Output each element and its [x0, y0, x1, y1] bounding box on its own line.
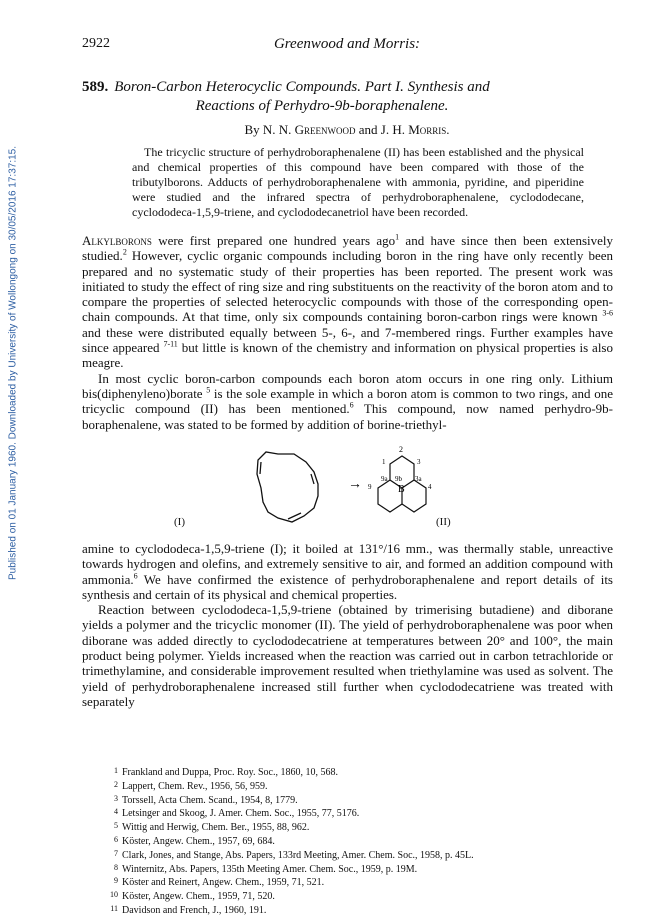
- reaction-arrow: →: [348, 477, 362, 492]
- atom-label: 9b: [395, 475, 402, 483]
- text-span: and have since then been extensively studied.: [82, 233, 613, 264]
- reference-number: 3: [114, 793, 118, 803]
- reference-number: 9: [114, 876, 118, 886]
- and-word: and: [358, 122, 378, 137]
- running-header: [82, 36, 612, 54]
- reference-number: 10: [110, 890, 118, 900]
- ref-mark: 3-6: [602, 309, 614, 319]
- text-span: were first prepared one hundred years ago: [151, 233, 396, 248]
- text-span: and these were distributed equally between 5-, 6-, and 7-membered rings. Further examples have since appeared: [82, 324, 613, 356]
- article-title: [82, 78, 612, 116]
- atom-label: 9a: [381, 475, 388, 483]
- reference-text: Clark, Jones, and Stange, Abs. Papers, 133rd Meeting, Amer. Chem. Soc., 1958, p. 45L.: [122, 849, 474, 861]
- paragraph-3: [82, 541, 613, 602]
- atom-label: 4: [428, 483, 432, 491]
- reference-text: Wittig and Herwig, Chem. Ber., 1955, 88, 962.: [122, 822, 310, 834]
- paragraph-4: Reaction between cyclododeca-1,5,9-triene (obtained by trimerising butadiene) and diborane yields a polymer and the tricyclic monomer (II). The yield of perhydroboraphenalene was poor when diborane was added directly to cyclododecatriene at temperatures between 20° and 100°, the main product being polymer. Yields increased when the reaction was carried out in carbon tetrachloride or trimethylamine, and considerable improvement resulted when triethylamine was used as solvent. The yield of perhydroboraphenalene increased still further when cyclododecatriene was treated with separately: [82, 602, 613, 709]
- body-text-upper: [82, 233, 613, 432]
- reference-text: Winternitz, Abs. Papers, 135th Meeting Amer. Chem. Soc., 1959, p. 19M.: [122, 863, 418, 875]
- download-note: Published on 01 January 1960. Downloaded by University of Wollongong on 30/05/2016 17:37:15.: [7, 145, 19, 581]
- reference-text: Torssell, Acta Chem. Scand., 1954, 8, 1779.: [122, 794, 298, 806]
- text-span: amine to cyclododeca-1,5,9-triene (I); it boiled at 131°/16 mm., was thermally stable, unreactive towards hydrogen and olefins, and extremely sensitive to air, and formed an addition compound with ammonia.: [82, 541, 613, 587]
- reference-number: 5: [114, 821, 118, 831]
- reference-item: [102, 779, 602, 793]
- reference-item: [102, 862, 602, 876]
- reference-item: [102, 875, 602, 889]
- compound-label-i: (I): [174, 516, 185, 528]
- ref-mark: 5: [206, 385, 211, 395]
- reference-text: Köster and Reinert, Angew. Chem., 1959, 71, 521.: [122, 877, 325, 889]
- atom-label: 2: [399, 446, 403, 454]
- reference-number: 2: [114, 779, 118, 789]
- boron-atom-label: B: [398, 484, 405, 495]
- reference-text: Letsinger and Skoog, J. Amer. Chem. Soc., 1955, 77, 5176.: [122, 808, 360, 820]
- abstract: The tricyclic structure of perhydroboraphenalene (II) has been established and the physical and chemical properties of this compound have been compared with those of the tributylborons. Adducts of perhydroboraphenalene with ammonia, pyridine, and piperidine were studied and the infrared spectra of perhydroboraphenalene, cyclododecane, cyclododeca-1,5,9-triene, and cyclododecanetriol have been recorded.: [132, 145, 584, 219]
- reference-item: [102, 765, 602, 779]
- author-2: J. H. Morris.: [380, 122, 450, 137]
- reference-text: Davidson and French, J., 1960, 191.: [122, 904, 267, 916]
- reference-number: 4: [114, 807, 118, 817]
- reference-item: [102, 793, 602, 807]
- reference-list: [102, 765, 602, 917]
- ref-mark: 2: [122, 247, 127, 257]
- reference-text: Frankland and Duppa, Proc. Roy. Soc., 1860, 10, 568.: [122, 767, 338, 778]
- reference-number: 8: [114, 862, 118, 872]
- structure-diagram: [82, 446, 613, 534]
- download-watermark: [2, 145, 24, 581]
- reference-item: [102, 834, 602, 848]
- reference-number: 11: [110, 903, 118, 913]
- title-line-2: Reactions of Perhydro-9b-boraphenalene.: [195, 98, 449, 114]
- running-title: Greenwood and Morris:: [273, 36, 421, 52]
- body-text-lower: [82, 541, 613, 709]
- reference-text: Köster, Angew. Chem., 1957, 69, 684.: [122, 835, 275, 847]
- reference-item: [102, 889, 602, 903]
- reference-number: 1: [114, 766, 118, 775]
- text-span: We have confirmed the existence of perhydroboraphenalene and report details of its synthesis and certain of its physical and chemical properties.: [82, 571, 613, 602]
- article-number: 589.: [82, 79, 109, 95]
- text-span: but little is known of the chemistry and information on physical properties is also meagre.: [82, 340, 613, 371]
- by-word: By: [244, 122, 260, 137]
- reference-item: [102, 820, 602, 834]
- lead-word: Alkylborons: [82, 233, 152, 248]
- text-span: is the sole example in which a boron atom is common to two rings, and one tricyclic compound (II) has been mentioned.: [82, 385, 613, 417]
- reference-text: Köster, Angew. Chem., 1959, 71, 520.: [122, 891, 275, 903]
- paragraph-2: [82, 371, 613, 432]
- ref-mark: 1: [395, 232, 400, 242]
- reference-text: Lappert, Chem. Rev., 1956, 56, 959.: [122, 780, 268, 792]
- author-line: [82, 122, 612, 138]
- title-line-1: Boron-Carbon Heterocyclic Compounds. Part I. Synthesis and: [114, 79, 490, 95]
- ref-mark: 6: [133, 571, 138, 581]
- reference-item: [102, 848, 602, 862]
- cyclododecatriene-structure: [257, 452, 318, 522]
- reference-item: [102, 903, 602, 917]
- page-number: 2922: [82, 36, 110, 51]
- reference-item: [102, 806, 602, 820]
- text-span: However, cyclic organic compounds including boron in the ring have only recently been prepared and no systematic study of their properties has been reported. The present work was initiated to study the effect of ring size and ring substituents on the reactivity of the boron atom and to compare the properties of selected heterocyclic compounds with those of the corresponding open-chain compounds. At that time, only six compounds containing boron-carbon rings were known: [82, 248, 613, 325]
- atom-label: 1: [382, 458, 386, 466]
- reference-number: 6: [114, 834, 118, 844]
- reference-number: 7: [114, 848, 118, 858]
- author-1: N. N. Greenwood: [262, 122, 356, 137]
- ref-mark: 7-11: [163, 339, 178, 349]
- atom-label: 9: [368, 483, 372, 491]
- compound-label-ii: (II): [436, 516, 451, 528]
- text-span: This compound, now named perhydro-9b-boraphenalene, was stated to be formed by addition of borine-triethyl-: [82, 401, 614, 432]
- ref-mark: 6: [349, 400, 354, 410]
- paragraph-1: [82, 233, 613, 371]
- atom-label: 3a: [415, 475, 422, 483]
- text-span: In most cyclic boron-carbon compounds each boron atom occurs in one ring only. Lithium bis(diphenyleno)borate: [82, 370, 613, 401]
- atom-label: 3: [417, 458, 421, 466]
